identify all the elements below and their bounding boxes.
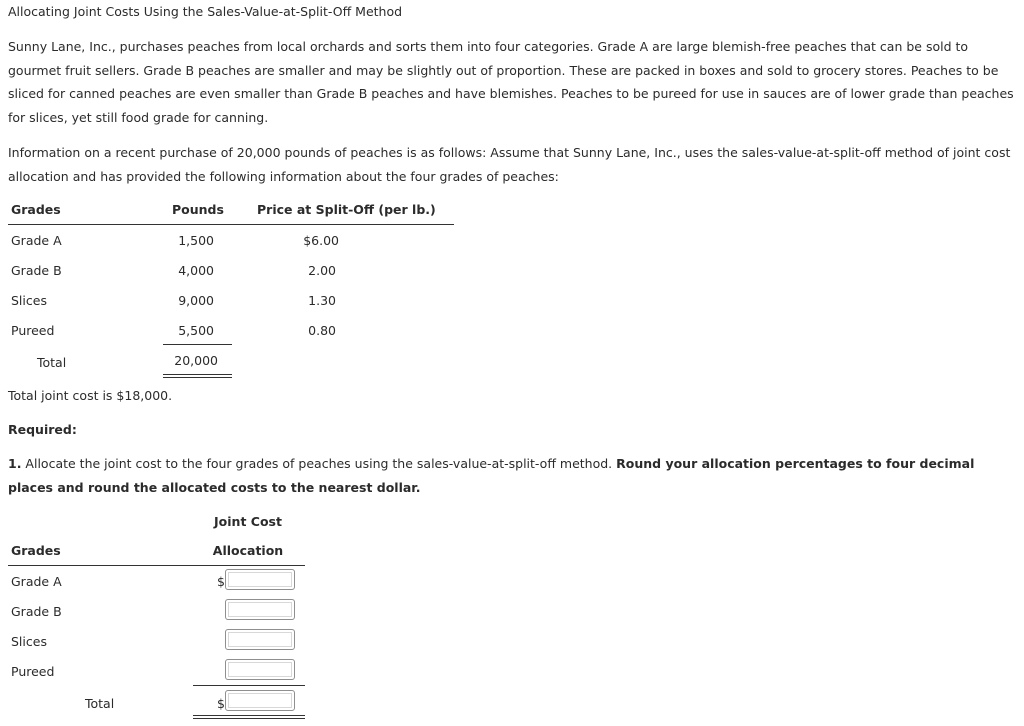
required-label: Required: — [8, 422, 77, 437]
row-slices-pounds: 9,000 — [178, 293, 214, 308]
price-header: Price at Split-Off (per lb.) — [257, 202, 436, 217]
row-slices-label: Slices — [11, 293, 47, 308]
grade-a-allocation-input[interactable] — [225, 569, 295, 590]
total-rule-1 — [163, 374, 232, 375]
row-slices-price: 1.30 — [308, 293, 336, 308]
total-pounds: 20,000 — [174, 353, 218, 368]
alloc-row-grade-a-label: Grade A — [11, 574, 62, 589]
pounds-header: Pounds — [172, 202, 224, 217]
row-grade-b-price: 2.00 — [308, 263, 336, 278]
dollar-sign-total: $ — [217, 696, 225, 711]
row-grade-a-label: Grade A — [11, 233, 62, 248]
alloc-row-pureed-label: Pureed — [11, 664, 55, 679]
question-number: 1. — [8, 456, 22, 471]
info-paragraph: Information on a recent purchase of 20,000 pounds of peaches is as follows: Assume that Sunny Lane, Inc., uses the sales-value-at-split-off method of joint cost allocation and has provided the following information about the four grades of peaches: — [8, 145, 1011, 184]
question-body: Allocate the joint cost to the four grades of peaches using the sales-value-at-split-off method. — [21, 456, 617, 471]
subtotal-rule — [163, 344, 232, 345]
total-allocation-input[interactable] — [225, 690, 295, 711]
total-label: Total — [37, 355, 67, 370]
row-pureed-price: 0.80 — [308, 323, 336, 338]
row-grade-a-pounds: 1,500 — [178, 233, 214, 248]
joint-cost-text: Total joint cost is $18,000. — [8, 388, 173, 403]
intro-paragraph: Sunny Lane, Inc., purchases peaches from local orchards and sorts them into four categories. Grade A are large blemish-free peaches that can be sold to gourmet fruit sellers. Grade B peaches are smaller and may be slightly out of proportion. These are packed in boxes and sold to grocery stores. Peaches to be sliced for canned peaches are even smaller than Grade B peaches and have blemishes. Peaches to be pureed for use in sauces are of lower grade than peaches for slices, yet still food grade for canning. — [8, 39, 1014, 125]
header-rule-2 — [8, 565, 305, 566]
row-grade-a-price: $6.00 — [303, 233, 339, 248]
allocation-header: Allocation — [212, 543, 284, 558]
alloc-total-label: Total — [85, 696, 115, 711]
question-text — [8, 452, 1018, 499]
total-rule-2b — [193, 718, 305, 719]
row-pureed-label: Pureed — [11, 323, 55, 338]
grades-header: Grades — [11, 202, 61, 217]
dollar-sign: $ — [217, 574, 225, 589]
total-rule-2a — [193, 715, 305, 716]
alloc-row-slices-label: Slices — [11, 634, 47, 649]
grades-header-2: Grades — [11, 543, 61, 558]
total-rule-2 — [163, 377, 232, 378]
row-grade-b-label: Grade B — [11, 263, 62, 278]
header-rule — [8, 224, 454, 225]
grade-b-allocation-input[interactable] — [225, 599, 295, 620]
row-pureed-pounds: 5,500 — [178, 323, 214, 338]
joint-cost-header: Joint Cost — [214, 514, 282, 529]
question-instruction: Round your allocation percentages to four decimal places and round the allocated costs to the nearest dollar. — [8, 456, 975, 495]
alloc-row-grade-b-label: Grade B — [11, 604, 62, 619]
page-title: Allocating Joint Costs Using the Sales-Value-at-Split-Off Method — [8, 4, 403, 19]
row-grade-b-pounds: 4,000 — [178, 263, 214, 278]
pureed-allocation-input[interactable] — [225, 659, 295, 680]
subtotal-rule-2 — [193, 685, 305, 686]
slices-allocation-input[interactable] — [225, 629, 295, 650]
